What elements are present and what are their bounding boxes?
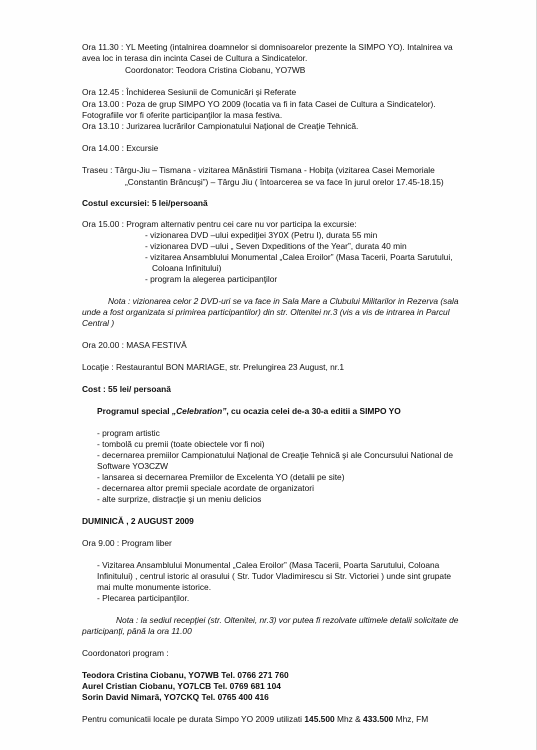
alt-program-item: - vizitarea Ansamblului Monumental „Calea Eroilor” (Masa Tacerii, Poarta Sarutului, bbox=[145, 252, 453, 262]
coordinator-contact: Aurel Cristian Ciobanu, YO7LCB Tel. 0769 681 104 bbox=[82, 681, 281, 691]
special-program-item: - alte surprize, distracţie şi un meniu delicios bbox=[97, 494, 262, 504]
yl-meeting-location: avea loc in terasa din incinta Casei de Cultura a Sindicatelor. bbox=[82, 53, 308, 63]
excursion-cost: Costul excursiei: 5 lei/persoană bbox=[82, 198, 208, 208]
reception-note: Nota : la sediul recepţiei (str. Oltenitei, nr.3) vor putea fi rezolvate ultimele detalii solicitate de bbox=[116, 615, 459, 625]
frequency-sep: Mhz & bbox=[334, 714, 364, 724]
dvd-note-cont: unde a fost organizata si primirea participantilor) din str. Oltenitei nr.3 (vis a vis de intrarea in Parcul bbox=[82, 307, 450, 317]
festive-dinner-line: Ora 20.00 : MASA FESTIVĂ bbox=[82, 340, 187, 350]
group-photo-line: Ora 13.00 : Poza de grup SIMPO YO 2009 (locatia va fi in fata Casei de Cultura a Sindicatelor). bbox=[82, 99, 436, 109]
special-program-item-cont: Software YO3CZW bbox=[97, 461, 169, 471]
special-program-heading bbox=[97, 406, 401, 417]
frequencies-label: Pentru comunicatii locale pe durata Simpo YO 2009 utilizati bbox=[82, 714, 305, 724]
celebration-label: „Celebration” bbox=[171, 406, 227, 416]
special-program-label: Programul special bbox=[97, 406, 172, 416]
special-program-item: - decernarea altor premii speciale acordate de organizatori bbox=[97, 483, 314, 493]
route-line: Traseu : Târgu-Jiu – Tismana - vizitarea Mănăstirii Tismana - Hobiţa (vizitarea Casei Memoriale bbox=[82, 165, 435, 175]
special-program-item: - lansarea si decernarea Premiilor de Excelenta YO (detalii pe site) bbox=[97, 472, 345, 482]
dinner-cost: Cost : 55 lei/ persoană bbox=[82, 384, 171, 394]
excursion-line: Ora 14.00 : Excursie bbox=[82, 143, 159, 153]
yl-meeting-coordinator: Coordonator: Teodora Cristina Ciobanu, YO7WB bbox=[125, 65, 306, 75]
coordinator-contact: Sorin David Nimară, YO7CKQ Tel. 0765 400 416 bbox=[82, 692, 269, 702]
session-close-line: Ora 12.45 : Închiderea Sesiunii de Comunicări şi Referate bbox=[82, 87, 297, 97]
special-program-occasion: , cu ocazia celei de-a 30-a editii a SIMPO YO bbox=[226, 406, 401, 416]
sunday-visit-cont: mai multe monumente istorice. bbox=[97, 582, 212, 592]
yl-meeting-line: Ora 11.30 : YL Meeting (intalnirea doamnelor si domnisoarelor prezente la SIMPO YO). Intalnirea va bbox=[82, 42, 453, 52]
photos-note: Fotografiile vor fi oferite participanţilor la masa festiva. bbox=[82, 110, 283, 120]
special-program-item: - decernarea premiilor Campionatului Naţional de Creaţie Tehnică şi ale Concursului National de bbox=[97, 450, 453, 460]
alt-program-item: - program la alegerea participanţilor bbox=[145, 274, 278, 284]
dvd-note: Nota : vizionarea celor 2 DVD-uri se va face in Sala Mare a Clubului Militarilor in Rezerva (sala bbox=[108, 296, 459, 306]
alt-program-line: Ora 15.00 : Program alternativ pentru cei care nu vor participa la excursie: bbox=[82, 219, 357, 229]
sunday-heading: DUMINICĂ , 2 AUGUST 2009 bbox=[82, 516, 194, 526]
coordinator-contact: Teodora Cristina Ciobanu, YO7WB Tel. 0766 271 760 bbox=[82, 670, 289, 680]
sunday-visit-line: - Vizitarea Ansamblului Monumental „Calea Eroilor” (Masa Tacerii, Poarta Sarutului, Coloana bbox=[97, 560, 440, 570]
frequency-uhf: 433.500 bbox=[363, 714, 394, 724]
frequency-mode: Mhz, FM bbox=[393, 714, 429, 724]
departure-line: - Plecarea participanţilor. bbox=[97, 593, 190, 603]
alt-program-item: - vizionarea DVD –ului „ Seven Dxpeditions of the Year”, durata 40 min bbox=[145, 241, 407, 251]
frequency-vhf: 145.500 bbox=[304, 714, 335, 724]
sunday-visit-cont: Infinitului) , centrul istoric al orasului ( Str. Tudor Vladimirescu si Str. Victoriei ) unde sint grupate bbox=[97, 571, 452, 581]
reception-note-cont: participanţi, până la ora 11.00 bbox=[82, 626, 192, 636]
alt-program-item-cont: Coloana Infinitului) bbox=[152, 263, 222, 273]
alt-program-item: - vizionarea DVD –ului expediţiei 3Y0X (Petru I), durata 55 min bbox=[145, 230, 378, 240]
dinner-location: Locaţie : Restaurantul BON MARIAGE, str. Prelungirea 23 August, nr.1 bbox=[82, 362, 345, 372]
frequencies-line bbox=[82, 714, 428, 725]
special-program-item: - tombolă cu premii (toate obiectele vor fi noi) bbox=[97, 439, 265, 449]
route-line-cont: „Constantin Brâncuşi”) – Târgu Jiu ( întoarcerea se va face în jurul orelor 17.45-18.15) bbox=[125, 177, 444, 187]
judging-line: Ora 13.10 : Jurizarea lucrărilor Campionatului Naţional de Creaţie Tehnică. bbox=[82, 121, 359, 131]
dvd-note-cont: Central ) bbox=[82, 318, 115, 328]
free-program-line: Ora 9.00 : Program liber bbox=[82, 538, 172, 548]
coordinators-heading: Coordonatori program : bbox=[82, 648, 169, 658]
special-program-item: - program artistic bbox=[97, 428, 160, 438]
